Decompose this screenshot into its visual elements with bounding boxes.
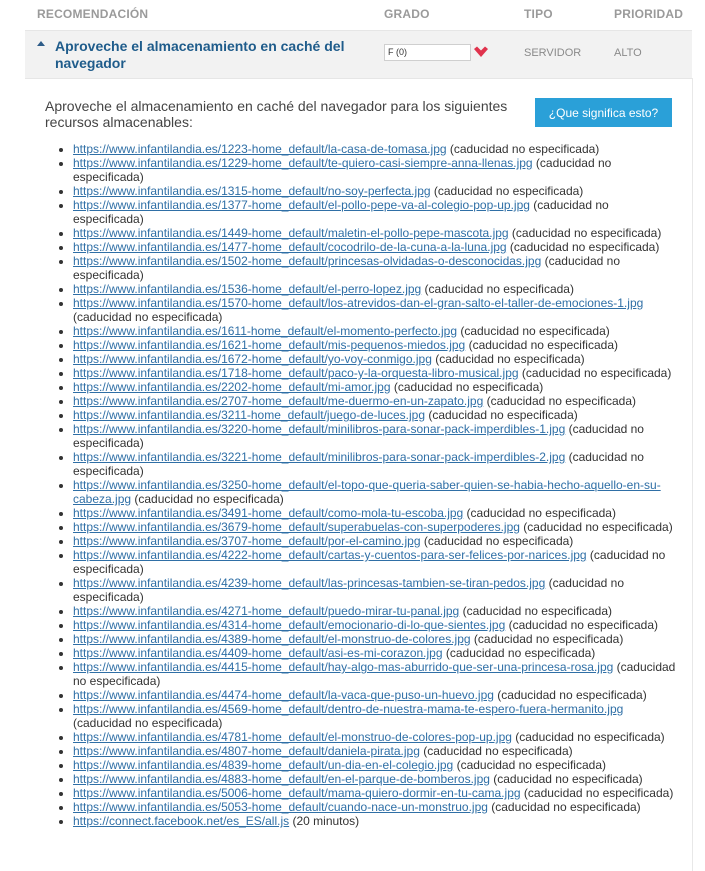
resource-item [73,534,680,548]
column-header-priority: PRIORIDAD [614,7,684,21]
heart-chevron-icon[interactable] [473,46,489,60]
resource-expiry-note: (caducidad no especificada) [457,324,610,338]
resource-link[interactable]: https://www.infantilandia.es/3220-home_default/minilibros-para-sonar-pack-imperdibles-1.jpg [73,422,566,436]
resource-item [73,240,680,254]
resource-item [73,478,680,506]
resource-link[interactable]: https://www.infantilandia.es/1672-home_default/yo-voy-conmigo.jpg [73,352,432,366]
resource-item [73,156,680,184]
table-header [0,0,705,28]
resource-item [73,184,680,198]
resource-expiry-note: (caducidad no especificada) [520,786,674,800]
resource-expiry-note: (caducidad no especificada) [519,520,673,534]
resource-expiry-note: (caducidad no especificada) [511,730,665,744]
resource-link[interactable]: https://www.infantilandia.es/4415-home_default/hay-algo-mas-aburrido-que-ser-una-princesa-rosa.jpg [73,660,614,674]
resource-expiry-note: (caducidad no especificada) [420,534,574,548]
resource-link[interactable]: https://www.infantilandia.es/4474-home_default/la-vaca-que-puso-un-huevo.jpg [73,688,494,702]
priority-value: ALTO [614,47,642,59]
resource-link[interactable]: https://www.infantilandia.es/4781-home_default/el-monstruo-de-colores-pop-up.jpg [73,730,512,744]
resource-item [73,786,680,800]
resource-item [73,772,680,786]
resource-item [73,814,680,828]
resource-expiry-note: (caducidad no especificada) [73,548,666,576]
resource-expiry-note: (caducidad no especificada) [73,660,676,688]
resource-expiry-note: (caducidad no especificada) [459,604,612,618]
resource-item [73,324,680,338]
resource-link[interactable]: https://www.infantilandia.es/1315-home_default/no-soy-perfecta.jpg [73,184,431,198]
resource-item [73,604,680,618]
resource-link[interactable]: https://www.infantilandia.es/3221-home_default/minilibros-para-sonar-pack-imperdibles-2.jpg [73,450,566,464]
resource-expiry-note: (caducidad no especificada) [73,422,644,450]
resource-link[interactable]: https://www.infantilandia.es/1570-home_default/los-atrevidos-dan-el-gran-salto-el-taller-de-emociones-1.jpg [73,296,644,310]
grade-value: F (0) [384,44,471,61]
resource-expiry-note: (caducidad no especificada) [483,394,637,408]
resource-item [73,408,680,422]
resource-item [73,520,680,534]
resource-item [73,254,680,282]
resource-link[interactable]: https://www.infantilandia.es/2707-home_default/me-duermo-en-un-zapato.jpg [73,394,484,408]
resource-expiry-note: (caducidad no especificada) [73,254,621,282]
resource-link[interactable]: https://www.infantilandia.es/4389-home_default/el-monstruo-de-colores.jpg [73,632,471,646]
resource-item [73,632,680,646]
resource-link[interactable]: https://www.infantilandia.es/1718-home_default/paco-y-la-orquesta-libro-musical.jpg [73,366,519,380]
resource-expiry-note: (caducidad no especificada) [487,800,641,814]
resource-link[interactable]: https://www.infantilandia.es/5006-home_default/mama-quiero-dormir-en-tu-cama.jpg [73,786,521,800]
resource-expiry-note: (caducidad no especificada) [470,632,624,646]
resource-expiry-note: (caducidad no especificada) [73,576,624,604]
resource-link[interactable]: https://www.infantilandia.es/4271-home_default/puedo-mirar-tu-panal.jpg [73,604,460,618]
resource-expiry-note: (caducidad no especificada) [390,380,544,394]
resource-link[interactable]: https://www.infantilandia.es/4807-home_default/daniela-pirata.jpg [73,744,420,758]
resource-item [73,380,680,394]
resource-link[interactable]: https://www.infantilandia.es/1377-home_default/el-pollo-pepe-va-al-colegio-pop-up.jpg [73,198,530,212]
resource-expiry-note: (20 minutos) [289,814,360,828]
panel-divider [692,78,693,871]
resource-item [73,142,680,156]
resource-expiry-note: (caducidad no especificada) [489,772,643,786]
column-header-type: TIPO [524,7,553,21]
resource-link[interactable]: https://www.infantilandia.es/1229-home_default/te-quiero-casi-siempre-anna-llenas.jpg [73,156,533,170]
resource-expiry-note: (caducidad no especificada) [73,450,644,478]
resource-item [73,688,680,702]
help-button[interactable]: ¿Que significa esto? [535,98,672,127]
resource-expiry-note: (caducidad no especificada) [506,240,660,254]
resource-item [73,660,680,688]
resource-link[interactable]: https://www.infantilandia.es/4222-home_default/cartas-y-cuentos-para-ser-felices-por-narices.jpg [73,548,587,562]
resource-item [73,618,680,632]
resource-item [73,548,680,576]
recommendation-title[interactable]: Aproveche el almacenamiento en caché del navegador [55,38,345,71]
resource-expiry-note: (caducidad no especificada) [518,366,672,380]
resource-link[interactable]: https://www.infantilandia.es/3679-home_default/superabuelas-con-superpoderes.jpg [73,520,520,534]
resource-link[interactable]: https://www.infantilandia.es/1621-home_default/mis-pequenos-miedos.jpg [73,338,466,352]
resource-link[interactable]: https://www.infantilandia.es/1611-home_default/el-momento-perfecto.jpg [73,324,457,338]
resource-expiry-note: (caducidad no especificada) [73,716,223,730]
resource-item [73,338,680,352]
resource-link[interactable]: https://www.infantilandia.es/3707-home_default/por-el-camino.jpg [73,534,421,548]
column-header-recommendation: RECOMENDACIÓN [37,7,149,21]
resource-item [73,702,680,730]
resource-expiry-note: (caducidad no especificada) [73,310,223,324]
resource-expiry-note: (caducidad no especificada) [453,758,606,772]
resource-item [73,758,680,772]
resource-link[interactable]: https://www.infantilandia.es/2202-home_default/mi-amor.jpg [73,380,391,394]
resource-link[interactable]: https://www.infantilandia.es/4314-home_default/emocionario-di-lo-que-sientes.jpg [73,618,506,632]
resource-item [73,352,680,366]
resource-link[interactable]: https://www.infantilandia.es/1449-home_default/maletin-el-pollo-pepe-mascota.jpg [73,226,509,240]
resource-expiry-note: (caducidad no especificada) [425,408,578,422]
resource-link[interactable]: https://www.infantilandia.es/1502-home_default/princesas-olvidadas-o-desconocidas.jpg [73,254,542,268]
resource-item [73,506,680,520]
resource-link[interactable]: https://connect.facebook.net/es_ES/all.js [73,814,290,828]
resource-link[interactable]: https://www.infantilandia.es/1223-home_default/la-casa-de-tomasa.jpg [73,142,447,156]
resource-expiry-note: (caducidad no especificada) [505,618,659,632]
recommendation-row[interactable] [25,30,692,79]
resource-item [73,366,680,380]
resource-link[interactable]: https://www.infantilandia.es/1477-home_default/cocodrilo-de-la-cuna-a-la-luna.jpg [73,240,507,254]
resource-expiry-note: (caducidad no especificada) [465,338,618,352]
resource-expiry-note: (caducidad no especificada) [442,646,596,660]
resource-item [73,744,680,758]
triangle-up-icon[interactable] [37,41,45,46]
resource-expiry-note: (caducidad no especificada) [508,226,662,240]
resource-item [73,730,680,744]
type-value: SERVIDOR [524,47,582,59]
resource-link[interactable]: https://www.infantilandia.es/4569-home_default/dentro-de-nuestra-mama-te-espero-fuera-hermanito.jpg [73,702,624,716]
resource-expiry-note: (caducidad no especificada) [419,744,573,758]
resource-expiry-note: (caducidad no especificada) [493,688,647,702]
resource-expiry-note: (caducidad no especificada) [73,198,609,226]
resource-link[interactable]: https://www.infantilandia.es/3250-home_default/el-topo-que-queria-saber-quien-se-habia-hecho-aquello-en-su-cabeza.jpg [73,478,661,506]
resource-link[interactable]: https://www.infantilandia.es/3491-home_default/como-mola-tu-escoba.jpg [73,506,464,520]
resource-list [40,142,680,828]
resource-item [73,296,680,324]
resource-expiry-note: (caducidad no especificada) [446,142,600,156]
resource-expiry-note: (caducidad no especificada) [431,352,585,366]
resource-link[interactable]: https://www.infantilandia.es/4839-home_default/un-dia-en-el-colegio.jpg [73,758,454,772]
resource-expiry-note: (caducidad no especificada) [430,184,584,198]
column-header-grade: GRADO [384,7,430,21]
resource-link[interactable]: https://www.infantilandia.es/5053-home_default/cuando-nace-un-monstruo.jpg [73,800,488,814]
resource-expiry-note: (caducidad no especificada) [421,282,574,296]
resource-item [73,394,680,408]
resource-item [73,226,680,240]
resource-expiry-note: (caducidad no especificada) [463,506,616,520]
resource-item [73,576,680,604]
resource-expiry-note: (caducidad no especificada) [73,156,612,184]
resource-item [73,422,680,450]
resource-link[interactable]: https://www.infantilandia.es/4883-home_default/en-el-parque-de-bomberos.jpg [73,772,490,786]
resource-link[interactable]: https://www.infantilandia.es/4239-home_default/las-princesas-tambien-se-tiran-pedos.jpg [73,576,546,590]
resource-item [73,646,680,660]
resource-item [73,282,680,296]
resource-item [73,450,680,478]
resource-item [73,198,680,226]
resource-link[interactable]: https://www.infantilandia.es/3211-home_default/juego-de-luces.jpg [73,408,425,422]
resource-item [73,800,680,814]
resource-link[interactable]: https://www.infantilandia.es/1536-home_default/el-perro-lopez.jpg [73,282,422,296]
resource-link[interactable]: https://www.infantilandia.es/4409-home_default/asi-es-mi-corazon.jpg [73,646,443,660]
recommendation-description: Aproveche el almacenamiento en caché del navegador para los siguientes recursos almacenables: [45,98,508,130]
resource-expiry-note: (caducidad no especificada) [131,492,284,506]
